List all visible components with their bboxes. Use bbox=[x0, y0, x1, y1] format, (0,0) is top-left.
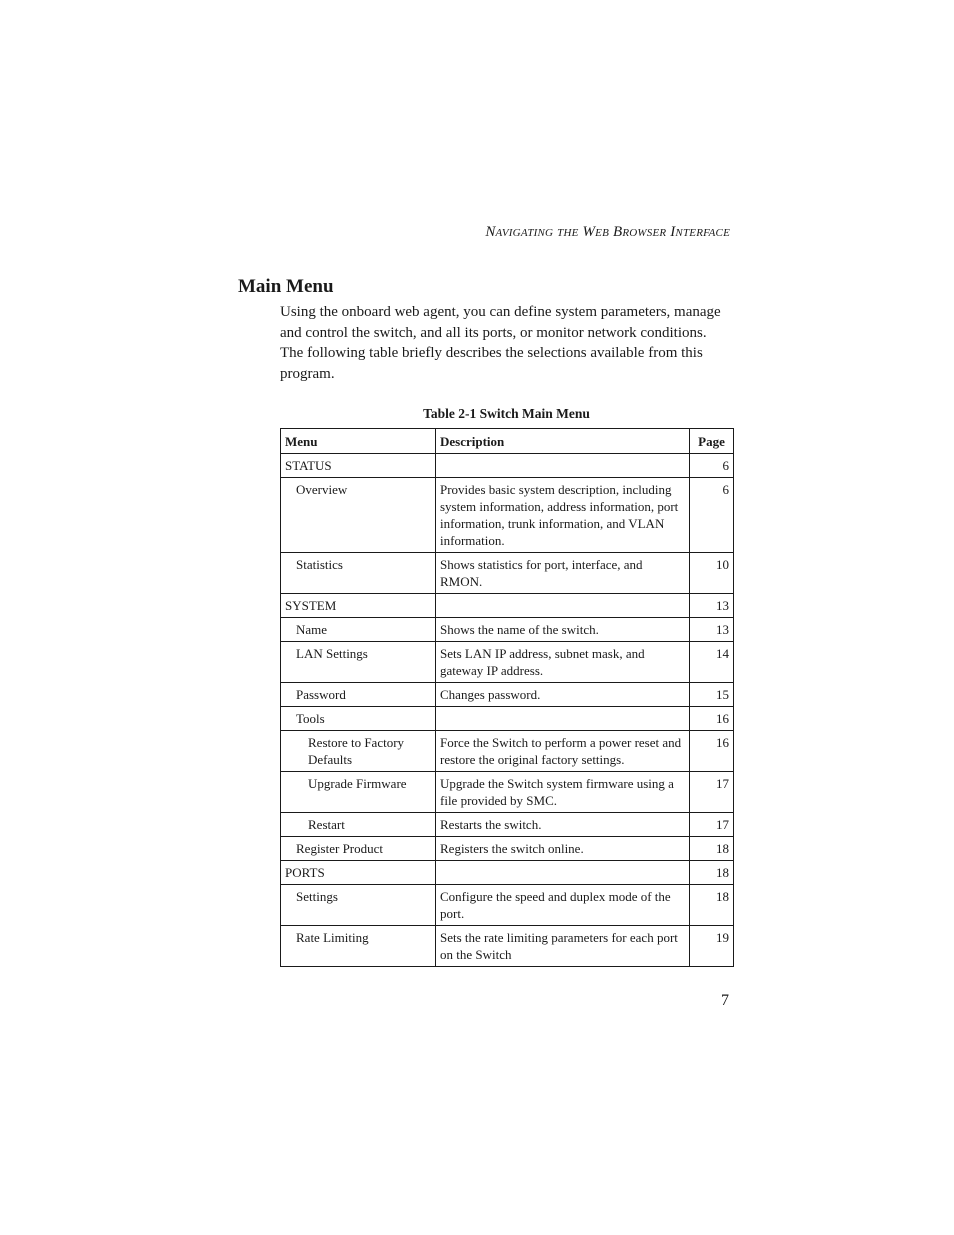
table-header-row bbox=[281, 429, 734, 454]
page-cell: 10 bbox=[690, 553, 734, 594]
menu-cell: SYSTEM bbox=[281, 594, 436, 618]
page-cell: 17 bbox=[690, 772, 734, 813]
header-menu: Menu bbox=[281, 429, 436, 454]
menu-cell: Restore to Factory Defaults bbox=[281, 731, 436, 772]
table-row bbox=[281, 553, 734, 594]
menu-cell: Name bbox=[281, 618, 436, 642]
page-cell: 13 bbox=[690, 594, 734, 618]
menu-cell: Statistics bbox=[281, 553, 436, 594]
table-row bbox=[281, 594, 734, 618]
running-head: Navigating the Web Browser Interface bbox=[485, 224, 730, 240]
page-number: 7 bbox=[721, 992, 729, 1009]
description-cell: Force the Switch to perform a power reset and restore the original factory settings. bbox=[436, 731, 690, 772]
description-cell: Upgrade the Switch system firmware using a file provided by SMC. bbox=[436, 772, 690, 813]
description-cell: Sets the rate limiting parameters for each port on the Switch bbox=[436, 926, 690, 967]
menu-cell: LAN Settings bbox=[281, 642, 436, 683]
menu-cell: Rate Limiting bbox=[281, 926, 436, 967]
page-cell: 19 bbox=[690, 926, 734, 967]
menu-cell: Settings bbox=[281, 885, 436, 926]
page-cell: 18 bbox=[690, 885, 734, 926]
main-menu-table bbox=[280, 428, 734, 967]
description-cell bbox=[436, 707, 690, 731]
menu-cell: Restart bbox=[281, 813, 436, 837]
menu-cell: Register Product bbox=[281, 837, 436, 861]
description-cell bbox=[436, 861, 690, 885]
description-cell: Restarts the switch. bbox=[436, 813, 690, 837]
page-cell: 18 bbox=[690, 861, 734, 885]
header-page: Page bbox=[690, 429, 734, 454]
intro-paragraph: Using the onboard web agent, you can define system parameters, manage and control the switch, and all its ports, or monitor network conditions. The following table briefly describes the selections available from this program. bbox=[280, 304, 721, 382]
table-row bbox=[281, 478, 734, 553]
page-cell: 16 bbox=[690, 731, 734, 772]
page-cell: 15 bbox=[690, 683, 734, 707]
page-cell: 13 bbox=[690, 618, 734, 642]
page-cell: 6 bbox=[690, 454, 734, 478]
table-row bbox=[281, 618, 734, 642]
table-row bbox=[281, 926, 734, 967]
menu-cell: Tools bbox=[281, 707, 436, 731]
table-row bbox=[281, 837, 734, 861]
table-row bbox=[281, 454, 734, 478]
section-title: Main Menu bbox=[238, 276, 334, 297]
table-row bbox=[281, 772, 734, 813]
description-cell bbox=[436, 594, 690, 618]
table-row bbox=[281, 642, 734, 683]
page-cell: 6 bbox=[690, 478, 734, 553]
table-row bbox=[281, 885, 734, 926]
table-row bbox=[281, 813, 734, 837]
menu-cell: PORTS bbox=[281, 861, 436, 885]
description-cell: Sets LAN IP address, subnet mask, and gateway IP address. bbox=[436, 642, 690, 683]
menu-cell: Upgrade Firmware bbox=[281, 772, 436, 813]
page-cell: 16 bbox=[690, 707, 734, 731]
description-cell: Shows the name of the switch. bbox=[436, 618, 690, 642]
page-cell: 18 bbox=[690, 837, 734, 861]
table-caption: Table 2-1 Switch Main Menu bbox=[423, 406, 590, 421]
menu-cell: Overview bbox=[281, 478, 436, 553]
description-cell: Provides basic system description, including system information, address information, port information, trunk information, and VLAN information. bbox=[436, 478, 690, 553]
description-cell: Configure the speed and duplex mode of the port. bbox=[436, 885, 690, 926]
table-row bbox=[281, 707, 734, 731]
table-row bbox=[281, 861, 734, 885]
menu-cell: Password bbox=[281, 683, 436, 707]
description-cell: Shows statistics for port, interface, and RMON. bbox=[436, 553, 690, 594]
page-cell: 14 bbox=[690, 642, 734, 683]
table-row bbox=[281, 731, 734, 772]
description-cell bbox=[436, 454, 690, 478]
header-description: Description bbox=[436, 429, 690, 454]
page-cell: 17 bbox=[690, 813, 734, 837]
menu-cell: STATUS bbox=[281, 454, 436, 478]
description-cell: Registers the switch online. bbox=[436, 837, 690, 861]
description-cell: Changes password. bbox=[436, 683, 690, 707]
table-row bbox=[281, 683, 734, 707]
